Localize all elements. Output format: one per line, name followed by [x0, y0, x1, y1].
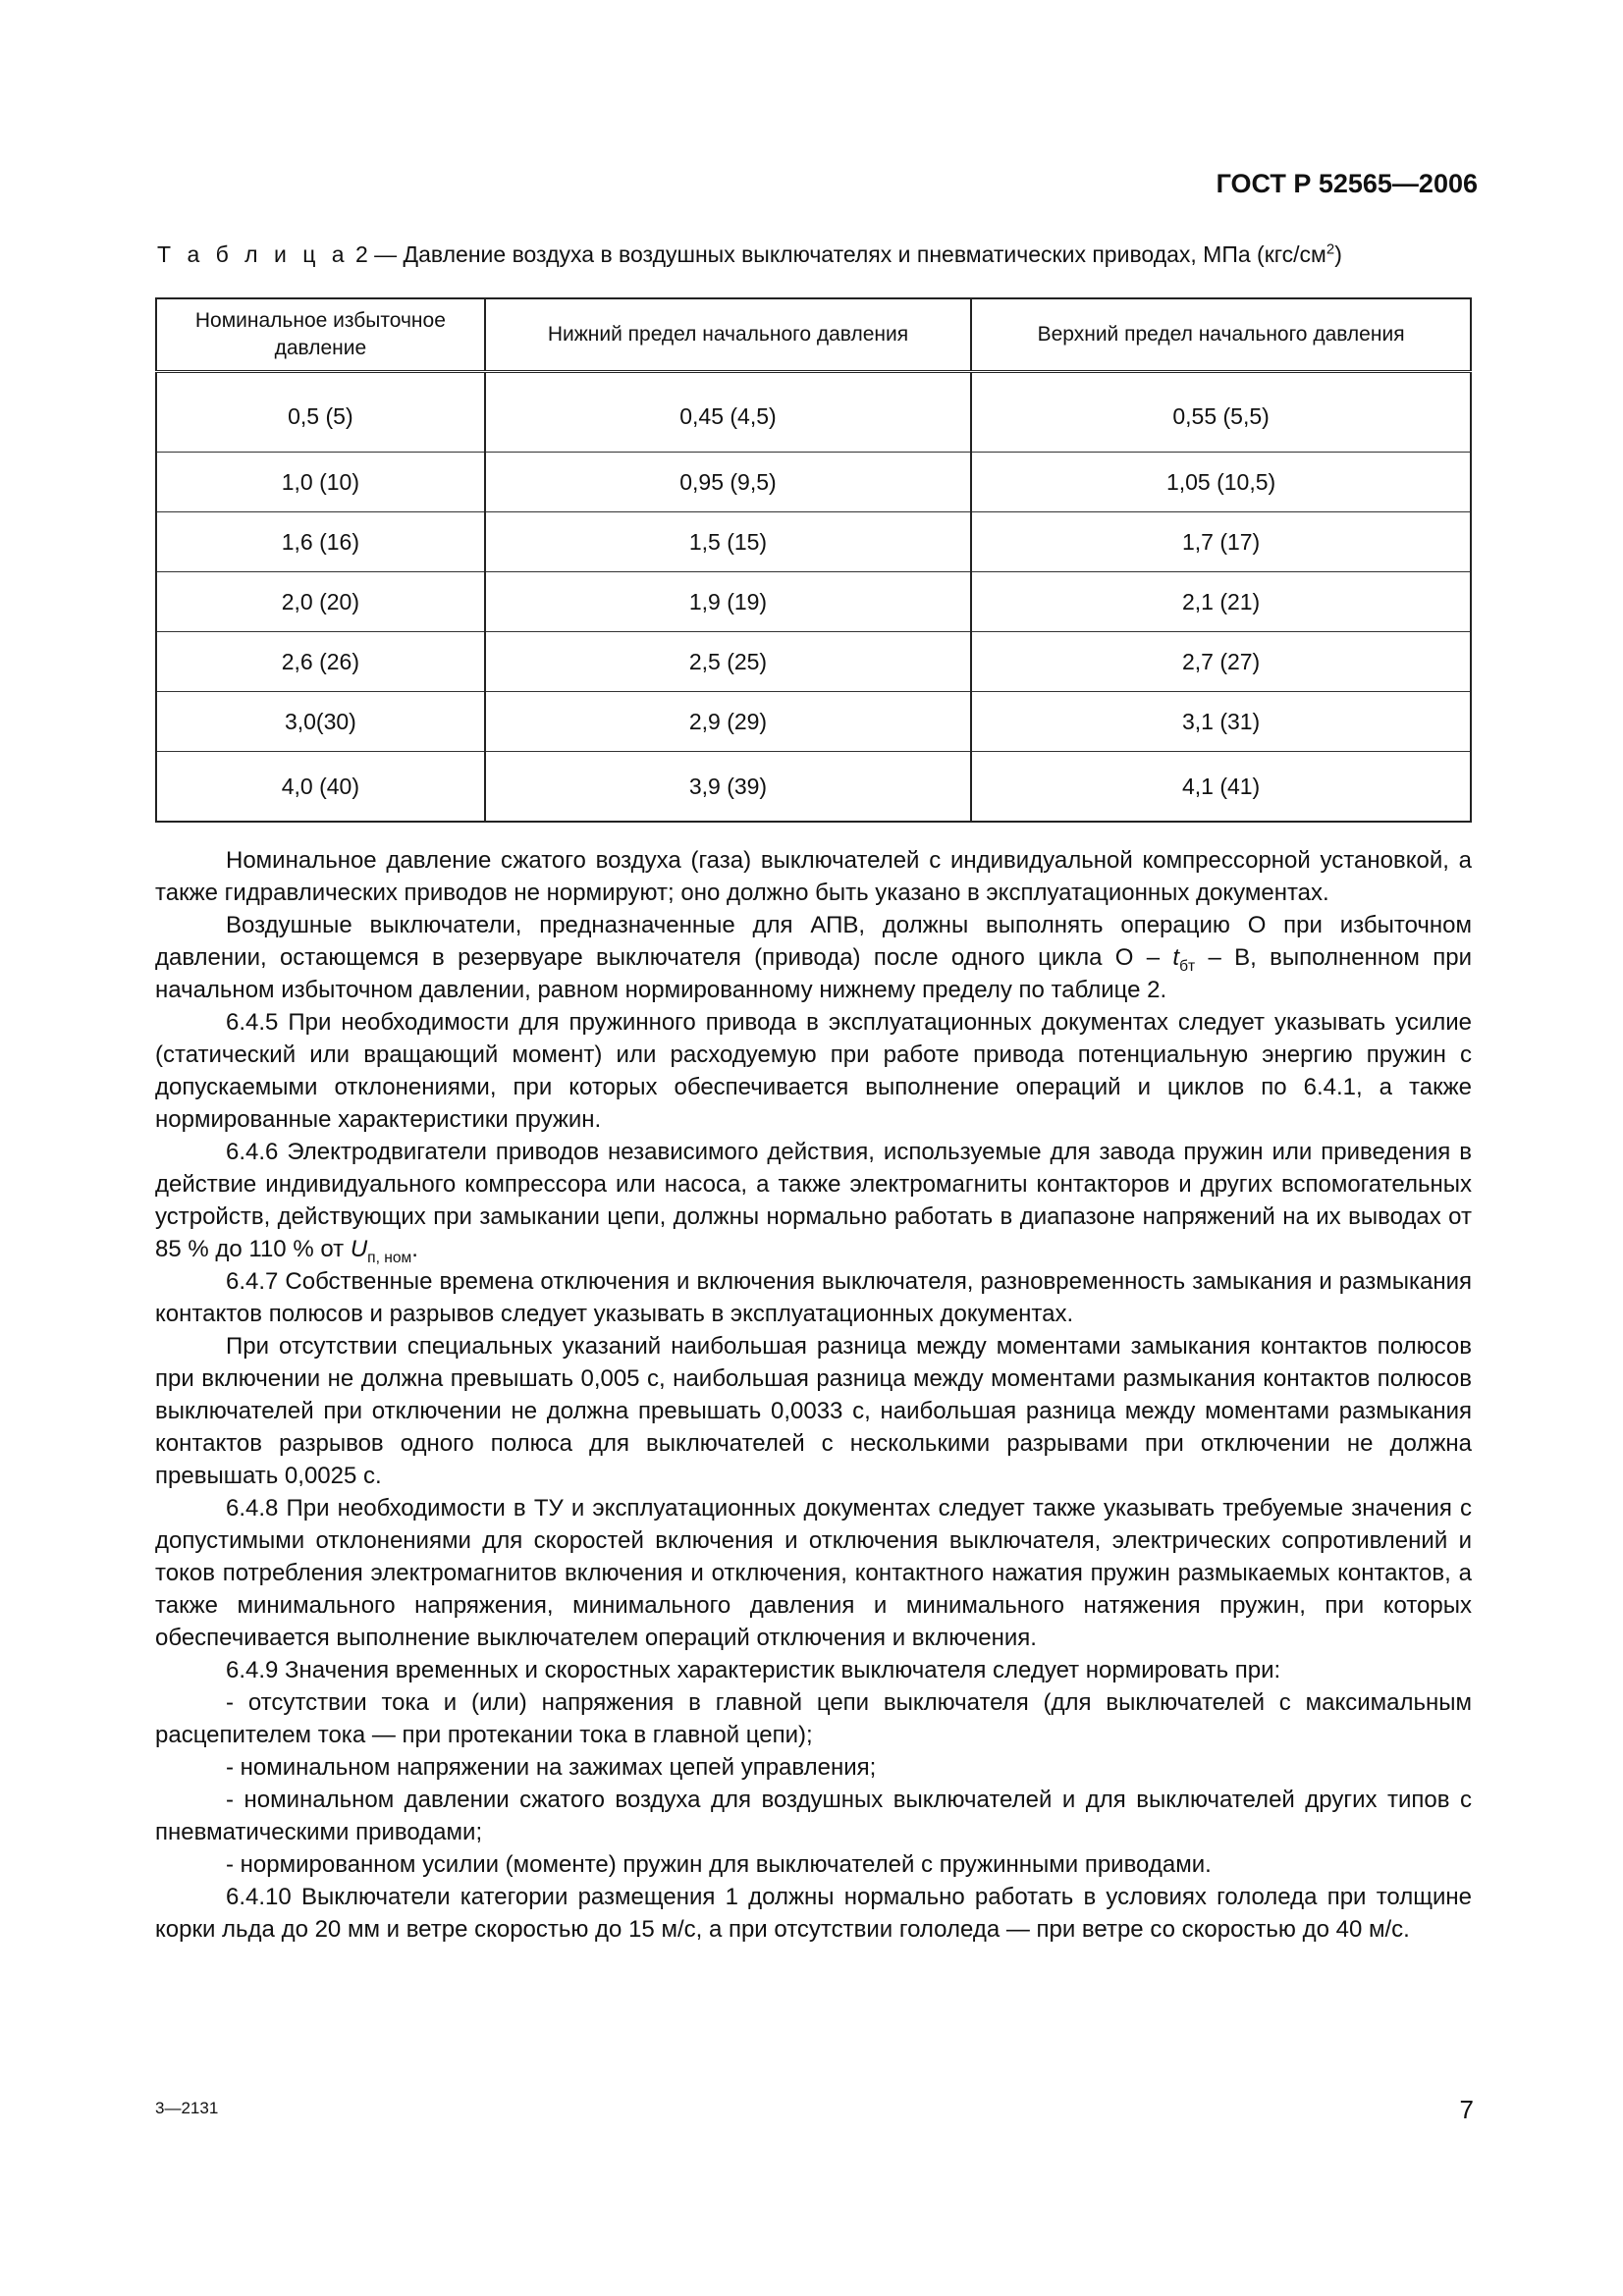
voltage-variable: U: [350, 1236, 368, 1262]
list-item: - номинальном напряжении на зажимах цепей управления;: [226, 1754, 877, 1781]
column-header: Верхний предел начального давления: [971, 298, 1471, 372]
document-code: ГОСТ Р 52565—2006: [1216, 169, 1478, 198]
pressure-table: [155, 297, 1472, 823]
list-item: - нормированном усилии (моменте) пружин для выключателей с пружинными приводами.: [226, 1851, 1212, 1878]
table-cell: 2,5 (25): [485, 632, 971, 692]
list-item: - номинальном давлении сжатого воздуха для воздушных выключателей и для выключателей других типов с пневматическими приводами;: [155, 1787, 1472, 1845]
voltage-subscript: п, ном: [367, 1249, 412, 1266]
paragraph: 6.4.7 Собственные времена отключения и включения выключателя, разновременность замыкания и размыкания контактов полюсов и разрывов следует указывать в эксплуатационных документах.: [155, 1268, 1472, 1327]
paragraph: При отсутствии специальных указаний наибольшая разница между моментами замыкания контактов полюсов при включении не должна превышать 0,005 с, наибольшая разница между моментами размыкания контактов полюсов выключателей при отключении не должна превышать 0,0033 с, наибольшая разница между моментами размыкания контактов разрывов одного полюса для выключателей с несколькими разрывами при отключении не должна превышать 0,0025 с.: [155, 1333, 1472, 1489]
caption-prefix: Т а б л и ц а: [157, 241, 350, 267]
table-cell: 1,6 (16): [156, 512, 485, 572]
footer-code: 3—2131: [155, 2099, 219, 2117]
page-number: 7: [1459, 2095, 1474, 2124]
paragraph: 6.4.10 Выключатели категории размещения 1 должны нормально работать в условиях гололеда при толщине корки льда до 20 мм и ветре скоростью до 15 м/с, а при отсутствии гололеда — при ветре со скоростью до 40 м/с.: [155, 1884, 1472, 1943]
paragraph: 6.4.8 При необходимости в ТУ и эксплуатационных документах следует также указывать требуемые значения с допустимыми отклонениями для скоростей включения и отключения выключателя, электрических сопротивлений и токов потребления электромагнитов включения и отключения, контактного нажатия пружин размыкаемых контактов, а также минимального напряжения, минимального давления и минимального натяжения пружин, при которых обеспечивается выполнение выключателем операций отключения и включения.: [155, 1495, 1472, 1651]
table-cell: 2,9 (29): [485, 692, 971, 752]
table-row: [156, 632, 1471, 692]
table-cell: 1,05 (10,5): [971, 453, 1471, 512]
table-row: [156, 692, 1471, 752]
paragraph: [155, 1136, 1472, 1265]
caption-end: ): [1334, 241, 1342, 267]
table-cell: 0,45 (4,5): [485, 372, 971, 453]
table-cell: 3,9 (39): [485, 752, 971, 823]
table-cell: 1,7 (17): [971, 512, 1471, 572]
table-cell: 4,1 (41): [971, 752, 1471, 823]
table-caption: [157, 241, 1342, 268]
table-cell: 2,0 (20): [156, 572, 485, 632]
table-row: [156, 453, 1471, 512]
time-variable: t: [1172, 944, 1180, 971]
paragraph-text: Воздушные выключатели, предназначенные для АПВ, должны выполнять операцию О при избыточном давлении, остающемся в резервуаре выключателя (привода) после одного цикла О –: [155, 912, 1472, 971]
paragraph: Номинальное давление сжатого воздуха (газа) выключателей с индивидуальной компрессорной установкой, а также гидравлических приводов не нормируют; оно должно быть указано в эксплуатационных документах.: [155, 847, 1472, 906]
body-text: [155, 844, 1472, 1946]
time-subscript: бт: [1179, 957, 1196, 975]
paragraph-text: .: [411, 1236, 418, 1262]
table-cell: 0,95 (9,5): [485, 453, 971, 512]
table-cell: 1,9 (19): [485, 572, 971, 632]
column-header: Нижний предел начального давления: [485, 298, 971, 372]
caption-number: 2: [354, 241, 368, 267]
table-cell: 0,5 (5): [156, 372, 485, 453]
table-row: [156, 752, 1471, 823]
paragraph: [155, 909, 1472, 1006]
table-row: [156, 512, 1471, 572]
table-row: [156, 572, 1471, 632]
table-cell: 2,1 (21): [971, 572, 1471, 632]
table-cell: 3,1 (31): [971, 692, 1471, 752]
paragraph-text: – В, выполненном при начальном избыточном давлении, равном нормированному нижнему пределу по таблице 2.: [155, 944, 1472, 1003]
column-header: Номинальное избыточное давление: [156, 298, 485, 372]
paragraph: 6.4.9 Значения временных и скоростных характеристик выключателя следует нормировать при:: [226, 1657, 1281, 1683]
table-cell: 0,55 (5,5): [971, 372, 1471, 453]
table-cell: 3,0(30): [156, 692, 485, 752]
table-cell: 1,0 (10): [156, 453, 485, 512]
table-cell: 2,6 (26): [156, 632, 485, 692]
table-cell: 4,0 (40): [156, 752, 485, 823]
table-cell: 2,7 (27): [971, 632, 1471, 692]
paragraph-text: 6.4.6 Электродвигатели приводов независимого действия, используемые для завода пружин или приведения в действие индивидуального компрессора или насоса, а также электромагниты контакторов и других вспомогательных устройств, действующих при замыкании цепи, должны нормально работать в диапазоне напряжений на их выводах от 85 % до 110 % от: [155, 1139, 1472, 1262]
caption-sup: 2: [1325, 240, 1335, 258]
caption-text: — Давление воздуха в воздушных выключателях и пневматических приводах, МПа (кгс/см: [367, 241, 1326, 267]
paragraph: 6.4.5 При необходимости для пружинного привода в эксплуатационных документах следует указывать усилие (статический или вращающий момент) или расходуемую при работе привода потенциальную энергию пружин с допускаемыми отклонениями, при которых обеспечивается выполнение операций и циклов по 6.4.1, а также нормированные характеристики пружин.: [155, 1009, 1472, 1133]
table-cell: 1,5 (15): [485, 512, 971, 572]
list-item: - отсутствии тока и (или) напряжения в главной цепи выключателя (для выключателей с максимальным расцепителем тока — при протекании тока в главной цепи);: [155, 1689, 1472, 1748]
table-row: [156, 372, 1471, 453]
table-header-row: [156, 298, 1471, 372]
